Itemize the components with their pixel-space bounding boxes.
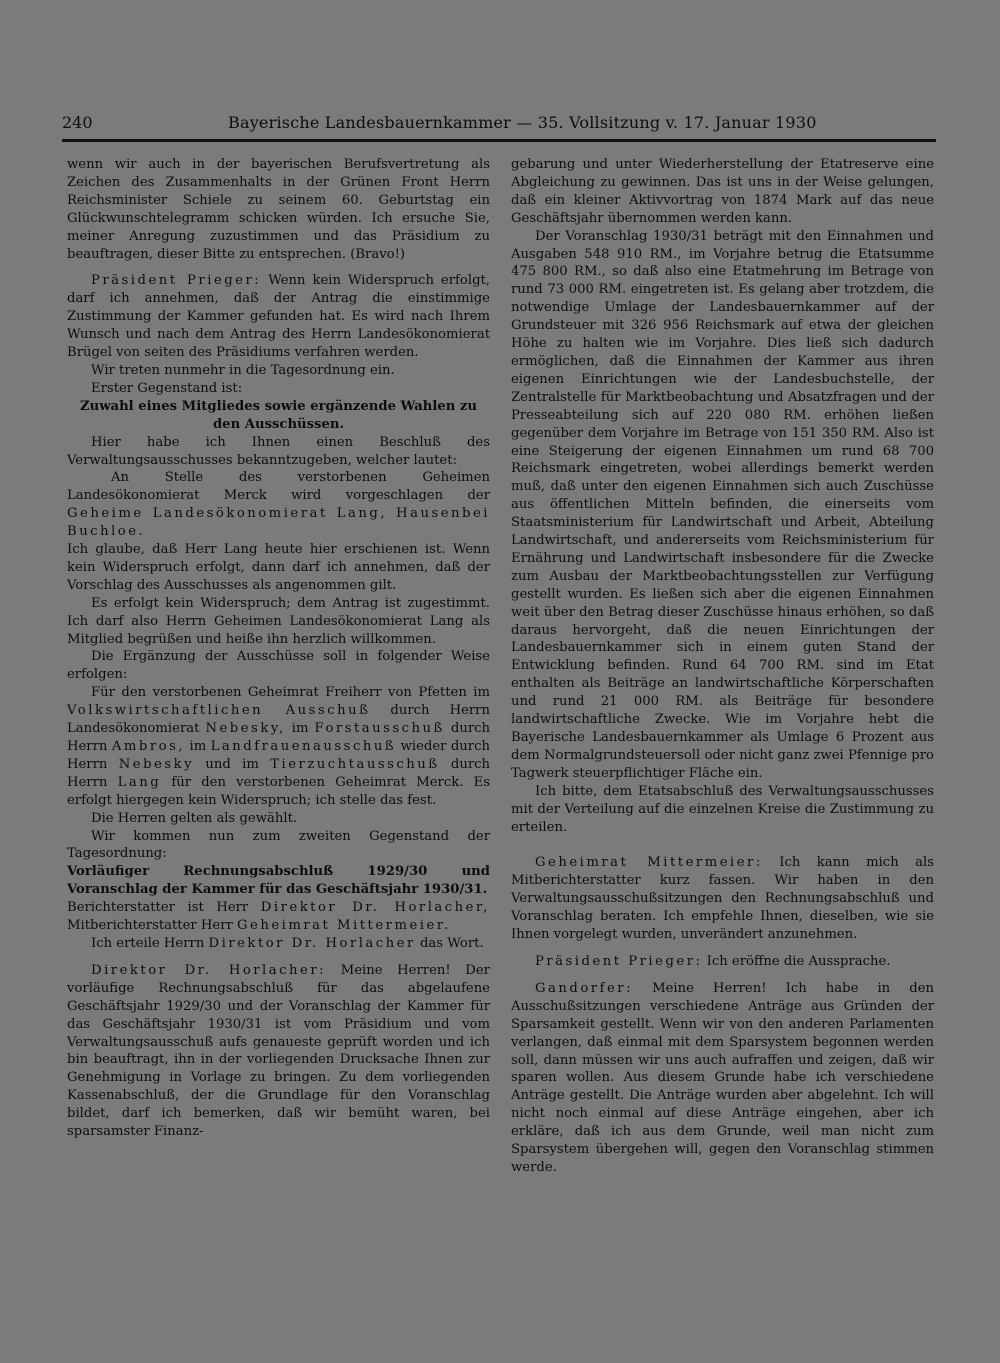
paragraph <box>511 953 934 971</box>
page-header <box>62 113 936 137</box>
speaker-name: Präsident Prieger: <box>535 953 703 969</box>
paragraph: Wir kommen nun zum zweiten Gegenstand der Tagesordnung: <box>67 828 490 862</box>
paragraph: gebarung und unter Wiederherstellung der Etatreserve eine Abgleichung zu gewinnen. Das ist uns in der Weise gelungen, daß ein kleiner Aktivvortrag von 1874 Mark auf das neue Geschäftsjahr übernommen werden kann. <box>511 157 934 226</box>
nominee-name: Geheime Landesökonomierat Lang, Hausenbei Buchloe. <box>67 506 490 540</box>
text-run: Berichterstatter ist Herr <box>67 900 261 916</box>
speaker-name: Gandorfer: <box>535 980 634 996</box>
person-name: Nebesky <box>118 756 195 772</box>
agenda-heading: Vorläufiger Rechnungsabschluß 1929/30 und Voranschlag der Kammer für das Geschäftsjahr 1930/31. <box>67 864 490 898</box>
text-run: und im <box>194 756 271 772</box>
right-column <box>511 156 934 1177</box>
agenda-heading: Zuwahl eines Mitgliedes sowie ergänzende Wahlen zu den Ausschüssen. <box>79 398 478 432</box>
text-run: durch Herrn <box>67 721 491 754</box>
running-title: Bayerische Landesbauernkammer — 35. Vollsitzung v. 17. Januar 1930 <box>228 113 817 132</box>
text-run: im <box>285 721 315 737</box>
paragraph: Wir treten nunmehr in die Tagesordnung ein. <box>91 362 395 378</box>
header-rule <box>62 139 936 142</box>
paragraph: Die Herren gelten als gewählt. <box>91 810 298 826</box>
person-name: Lang <box>117 774 162 790</box>
person-name: Nebesky, <box>205 721 286 737</box>
paragraph: Erster Gegenstand ist: <box>91 380 243 396</box>
text-run: Mitberichterstatter Herr <box>67 918 238 934</box>
paragraph: wenn wir auch in der bayerischen Berufsvertretung als Zeichen des Zusammenhalts in der Grünen Front Herrn Reichsminister Schiele zu seinem 60. Geburtstag ein Glückwunschtelegramm schicken würden. Ich ersuche Sie, meiner Anregung zuzustimmen und das Präsidium zu beauftragen, dieser Bitte zu entsprechen. (Bravo!) <box>67 157 490 262</box>
committee-name: Tierzuchtausschuß <box>270 756 440 772</box>
speech-text: Meine Herren! Der vorläufige Rechnungsabschluß für das abgelaufene Geschäftsjahr 1929/30 und der Voranschlag der Kammer für das Geschäftsjahr 1930/31 ist vom Präsidium und vom Verwaltungsausschuß aufs genaueste geprüft worden und ich bin beauftragt, ihn in der vorliegenden Drucksache Ihnen zur Genehmigung in Vorlage zu bringen. Zu dem vorliegenden Kassenabschluß, der die Grundlage für den Voranschlag bildet, darf ich bemerken, daß wir bemüht waren, bei sparsamster Finanz- <box>67 962 490 1140</box>
text-run: im <box>185 739 211 754</box>
paragraph <box>67 935 490 953</box>
paragraph <box>67 962 490 1141</box>
left-column <box>67 156 490 1141</box>
committee-name: Volkswirtschaftlichen Ausschuß <box>67 703 371 719</box>
committee-name: Forstausschuß <box>314 721 445 737</box>
text-run: wieder durch Herrn <box>67 739 490 772</box>
text-run: durch Herrn Landesökonomierat <box>67 703 490 737</box>
person-name: Direktor Dr. Horlacher <box>208 935 416 951</box>
person-name: Ambros, <box>111 739 186 754</box>
paragraph <box>511 980 934 1177</box>
committee-name: Landfrauenausschuß <box>210 739 397 754</box>
paragraph <box>67 469 490 541</box>
text-run: durch Herrn <box>67 756 490 790</box>
paragraph: Hier habe ich Ihnen einen Beschluß des Verwaltungsausschusses bekanntzugeben, welcher lautet: <box>67 434 490 468</box>
paragraph <box>67 899 490 935</box>
paragraph <box>67 272 490 362</box>
speech-text: Meine Herren! Ich habe in den Ausschußsitzungen verschiedene Anträge aus Gründen der Sparsamkeit gestellt. Wenn wir von den anderen Parlamenten verlangen, daß einmal mit dem Sparsystem begonnen werden soll, dann müssen wir uns auch aufraffen und zeigen, daß wir sparen wollen. Aus diesem Grunde habe ich verschiedene Anträge gestellt. Die Anträge wurden aber abgelehnt. Ich will nicht noch einmal auf diese Anträge eingehen, aber ich erkläre, daß ich aus dem Grunde, weil man nicht zum Sparsystem übergehen will, gegen den Voranschlag stimmen werde. <box>511 980 934 1175</box>
paragraph <box>67 684 490 809</box>
text-run: für den verstorbenen Geheimrat Merck. Es erfolgt hiergegen kein Widerspruch; ich stelle das fest. <box>67 774 490 808</box>
paragraph: Ich glaube, daß Herr Lang heute hier erschienen ist. Wenn kein Widerspruch erfolgt, dann darf ich annehmen, daß der Vorschlag des Ausschusses als angenommen gilt. <box>67 542 490 593</box>
speaker-name: Präsident Prieger: <box>91 273 262 289</box>
speech-text: Wenn kein Widerspruch erfolgt, darf ich annehmen, daß der Antrag die einstimmige Zustimmung der Kammer gefunden hat. Es wird nach Ihrem Wunsch und nach dem Antrag des Herrn Landesökonomierat Brügel von seiten des Präsidiums verfahren werden. <box>67 273 490 361</box>
person-name: Geheimrat Mittermeier. <box>237 918 451 934</box>
resolution-text: An Stelle des verstorbenen Geheimen Landesökonomierat Merck wird vorgeschlagen der <box>67 470 490 504</box>
text-run: Für den verstorbenen Geheimrat Freiherr von Pfetten im <box>91 685 490 701</box>
paragraph: Der Voranschlag 1930/31 beträgt mit den Einnahmen und Ausgaben 548 910 RM., im Vorjahre betrug die Etatsumme 475 800 RM., so daß also eine Etatmehrung im Betrage von rund 73 000 RM. eingetreten ist. Es gelang aber trotzdem, die notwendige Umlage der Landesbauernkammer auf der Grundsteuer mit 326 956 Reichsmark auf etwa der gleichen Höhe zu halten wie im Vorjahre. Dies ließ sich dadurch ermöglichen, daß die Einnahmen der Kammer aus ihren eigenen Einrichtungen wie der Landesbuchstelle, der Zentralstelle für Marktbeobachtung und Absatzfragen und der Presseabteilung sich auf 220 080 RM. erhöhen ließen gegenüber dem Vorjahre im Betrage von 151 350 RM. Also ist eine Steigerung der eigenen Einnahmen um rund 68 700 Reichsmark eingetreten, wobei allerdings bemerkt werden muß, daß unter den eigenen Einnahmen sich auch Zuschüsse aus öffentlichen Mitteln befinden, die einerseits vom Staatsministerium für Landwirtschaft und Arbeit, Abteilung Landwirtschaft, und andererseits vom Reichsministerium für Ernährung und Landwirtschaft insbesondere für die Zwecke zum Ausbau der Marktbeobachtungsstellen zur Verfügung gestellt wurden. Es ließen sich aber die eigenen Einnahmen weit über den Betrag dieser Zuschüsse hinaus erhöhen, so daß daraus hervorgeht, daß die neuen Einrichtungen der Landesbauernkammer sich in einem guten Stand der Entwicklung befinden. Rund 64 700 RM. sind im Etat enthalten als Beiträge an landwirtschaftliche Körperschaften und rund 21 000 RM. als Beiträge für besondere landwirtschaftliche Zwecke. Wie im Vorjahre hebt die Bayerische Landesbauernkammer als Umlage 6 Prozent aus dem Normalgrundsteuersoll oder nicht ganz zwei Pfennige pro Tagwerk steuerpflichtiger Fläche ein. <box>511 228 934 781</box>
text-run: Ich erteile Herrn <box>91 935 209 951</box>
page-number: 240 <box>62 113 93 132</box>
speaker-name: Geheimrat Mittermeier: <box>535 855 763 871</box>
text-run: das Wort. <box>415 935 484 951</box>
speaker-name: Direktor Dr. Horlacher: <box>91 962 327 978</box>
person-name: Direktor Dr. Horlacher, <box>260 900 490 916</box>
speech-text: Ich kann mich als Mitberichterstatter kurz fassen. Wir haben in den Verwaltungsausschußsitzungen den Rechnungsabschluß und Voranschlag beraten. Ich empfehle Ihnen, dieselben, wie sie Ihnen vorgelegt wurden, unverändert anzunehmen. <box>511 855 934 943</box>
paragraph: Es erfolgt kein Widerspruch; dem Antrag ist zugestimmt. Ich darf also Herrn Geheimen Landesökonomierat Lang als Mitglied begrüßen und heiße ihn herzlich willkommen. <box>67 595 490 647</box>
paragraph: Die Ergänzung der Ausschüsse soll in folgender Weise erfolgen: <box>67 649 490 683</box>
speech-text: Ich eröffne die Aussprache. <box>702 953 891 969</box>
paragraph <box>511 854 934 944</box>
paragraph: Ich bitte, dem Etatsabschluß des Verwaltungsausschusses mit der Verteilung auf die einzelnen Kreise die Zustimmung zu erteilen. <box>511 783 934 835</box>
